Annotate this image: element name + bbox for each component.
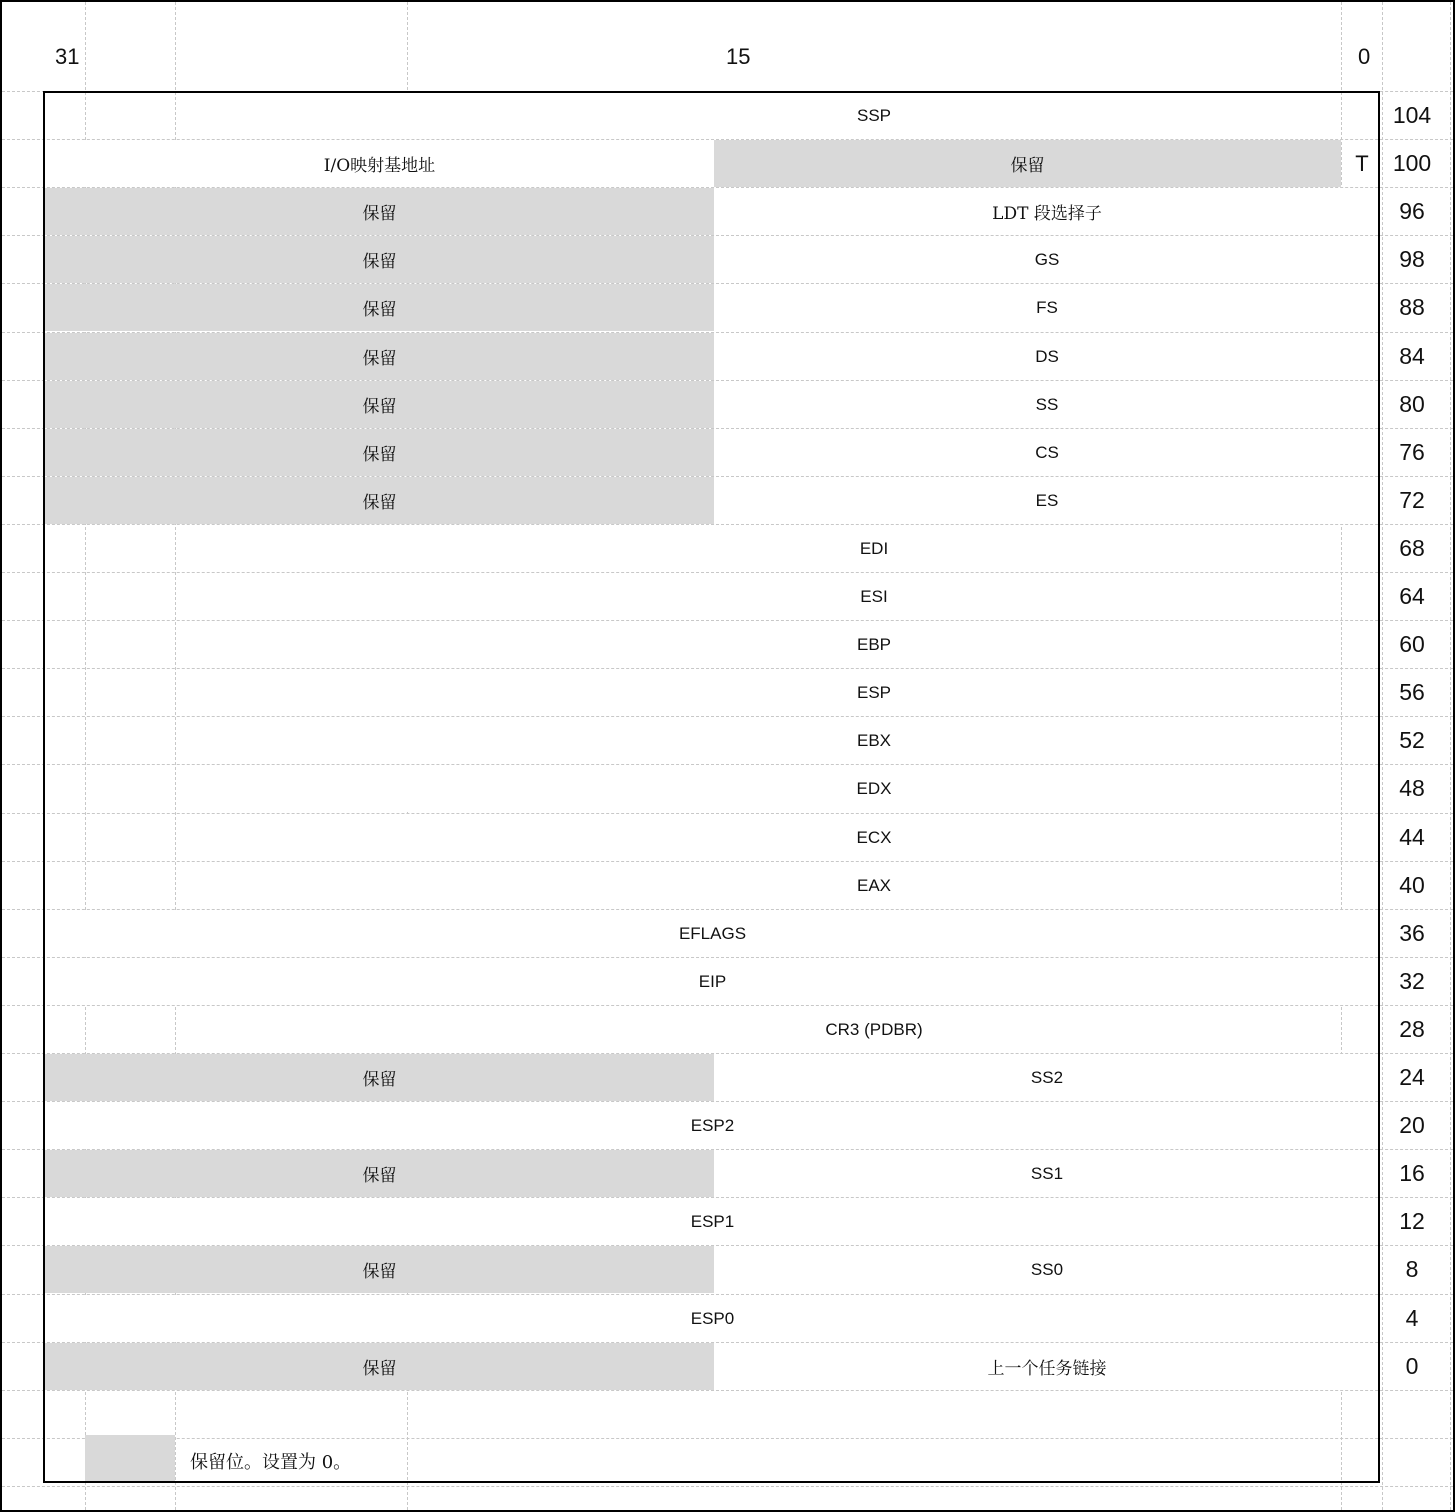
reserved-field [45, 236, 714, 283]
field-ebx-label: EBX [856, 730, 892, 750]
field-esp1 [45, 1198, 1380, 1245]
offset-label: 12 [1399, 1208, 1425, 1234]
field-eflags [45, 910, 1380, 957]
field-edi [407, 525, 1341, 572]
field-fs [714, 284, 1380, 331]
field-eax [407, 862, 1341, 909]
reserved-field-label: 保留 [362, 1262, 397, 1282]
offset-label: 16 [1399, 1160, 1425, 1186]
field-ss0-label: SS0 [1030, 1259, 1064, 1279]
reserved-field [45, 381, 714, 428]
offset-label: 56 [1399, 679, 1425, 705]
reserved-field-label: 保留 [362, 493, 397, 513]
field-ss0 [714, 1246, 1380, 1293]
field-ecx-label: ECX [856, 827, 892, 847]
field-eip [45, 958, 1380, 1005]
field-ss2-label: SS2 [1030, 1067, 1064, 1087]
offset-label: 20 [1399, 1112, 1425, 1138]
reserved-field [45, 188, 714, 235]
offset-label: 96 [1399, 198, 1425, 224]
field-ss2 [714, 1054, 1380, 1101]
reserved-field-label: 保留 [362, 397, 397, 417]
reserved-field [45, 284, 714, 331]
reserved-field-label: 保留 [362, 1166, 397, 1186]
field-edx-label: EDX [856, 778, 892, 798]
legend-text: 保留位。设置为 0。 [190, 1452, 352, 1473]
legend-reserved-swatch [85, 1435, 175, 1482]
reserved-field [45, 477, 714, 524]
reserved-field-label: 保留 [1010, 156, 1045, 176]
field-ldt [714, 188, 1380, 235]
reserved-field-label: 保留 [362, 300, 397, 320]
reserved-field-label: 保留 [362, 349, 397, 369]
field-esp0-label: ESP0 [690, 1308, 735, 1328]
offset-label: 98 [1399, 246, 1425, 272]
reserved-field-label: 保留 [362, 445, 397, 465]
reserved-field [45, 333, 714, 380]
offset-label: 52 [1399, 727, 1425, 753]
bit-label-15: 15 [726, 44, 751, 69]
grid-vline [1450, 2, 1451, 1510]
trap-flag-t: T [1355, 151, 1369, 176]
field-edx [407, 765, 1341, 812]
field-cr3-pdbr-label: CR3 (PDBR) [825, 1019, 923, 1039]
reserved-field [45, 1150, 714, 1197]
offset-label: 40 [1399, 872, 1425, 898]
field-fs-label: FS [1036, 297, 1058, 317]
field-gs [714, 236, 1380, 283]
field-ss1 [714, 1150, 1380, 1197]
grid-hline [2, 1390, 1453, 1391]
field-ebp-label: EBP [856, 634, 892, 654]
field-ebx [407, 717, 1341, 764]
field-ss-label: SS [1035, 394, 1059, 414]
offset-label: 68 [1399, 535, 1425, 561]
field-io-map-base-label: I/O映射基地址 [323, 156, 436, 176]
reserved-field-label: 保留 [362, 1070, 397, 1090]
field-ebp [407, 621, 1341, 668]
offset-label: 84 [1399, 343, 1425, 369]
field-cjk-label: 上一个任务链接 [987, 1359, 1107, 1379]
offset-label: 80 [1399, 391, 1425, 417]
grid-vline [1382, 2, 1383, 1510]
field-esp1-label: ESP1 [690, 1211, 735, 1231]
reserved-field [714, 140, 1341, 187]
reserved-field [45, 1054, 714, 1101]
offset-label: 48 [1399, 775, 1425, 801]
field-gs-label: GS [1034, 249, 1060, 269]
field-io-map-base [45, 140, 714, 187]
offset-label: 8 [1405, 1256, 1419, 1282]
offset-label: 32 [1399, 968, 1425, 994]
bit-label-0: 0 [1358, 44, 1371, 69]
offset-label: 36 [1399, 920, 1425, 946]
offset-label: 72 [1399, 487, 1425, 513]
field-eax-label: EAX [856, 875, 892, 895]
offset-label: 88 [1399, 294, 1425, 320]
reserved-field [45, 1246, 714, 1293]
grid-hline [2, 1486, 1453, 1487]
field-ecx [407, 814, 1341, 861]
field-esp-label: ESP [856, 682, 892, 702]
field-ldt-label: LDT 段选择子 [992, 204, 1102, 224]
field-cr3-pdbr [407, 1006, 1341, 1053]
offset-label: 28 [1399, 1016, 1425, 1042]
field-ssp [407, 92, 1341, 139]
offset-label: 4 [1405, 1305, 1419, 1331]
reserved-field [45, 429, 714, 476]
field-ss [714, 381, 1380, 428]
offset-label: 104 [1392, 102, 1432, 128]
field-cs-label: CS [1035, 442, 1059, 462]
offset-label: 100 [1392, 150, 1432, 176]
offset-label: 76 [1399, 439, 1425, 465]
bit-label-31: 31 [55, 44, 80, 69]
grid-hline [2, 1438, 1453, 1439]
offset-label: 0 [1405, 1353, 1419, 1379]
field-ss1-label: SS1 [1030, 1163, 1064, 1183]
field-esp0 [45, 1295, 1380, 1342]
reserved-field [45, 1343, 714, 1390]
field-es-label: ES [1035, 490, 1059, 510]
field-esi-label: ESI [860, 586, 888, 606]
field-eip-label: EIP [698, 971, 727, 991]
reserved-field-label: 保留 [362, 204, 397, 224]
field-es [714, 477, 1380, 524]
reserved-field-label: 保留 [362, 252, 397, 272]
offset-label: 60 [1399, 631, 1425, 657]
field-ds-label: DS [1035, 346, 1059, 366]
field-cs [714, 429, 1380, 476]
offset-label: 64 [1399, 583, 1425, 609]
field-eflags-label: EFLAGS [678, 923, 747, 943]
field-ssp-label: SSP [856, 105, 892, 125]
offset-label: 44 [1399, 824, 1425, 850]
field-esp2 [45, 1102, 1380, 1149]
offset-label: 24 [1399, 1064, 1425, 1090]
field-esp [407, 669, 1341, 716]
field-edi-label: EDI [859, 538, 889, 558]
field-ds [714, 333, 1380, 380]
reserved-field-label: 保留 [362, 1359, 397, 1379]
field-esp2-label: ESP2 [690, 1115, 735, 1135]
field-esi [407, 573, 1341, 620]
field-cjk [714, 1343, 1380, 1390]
